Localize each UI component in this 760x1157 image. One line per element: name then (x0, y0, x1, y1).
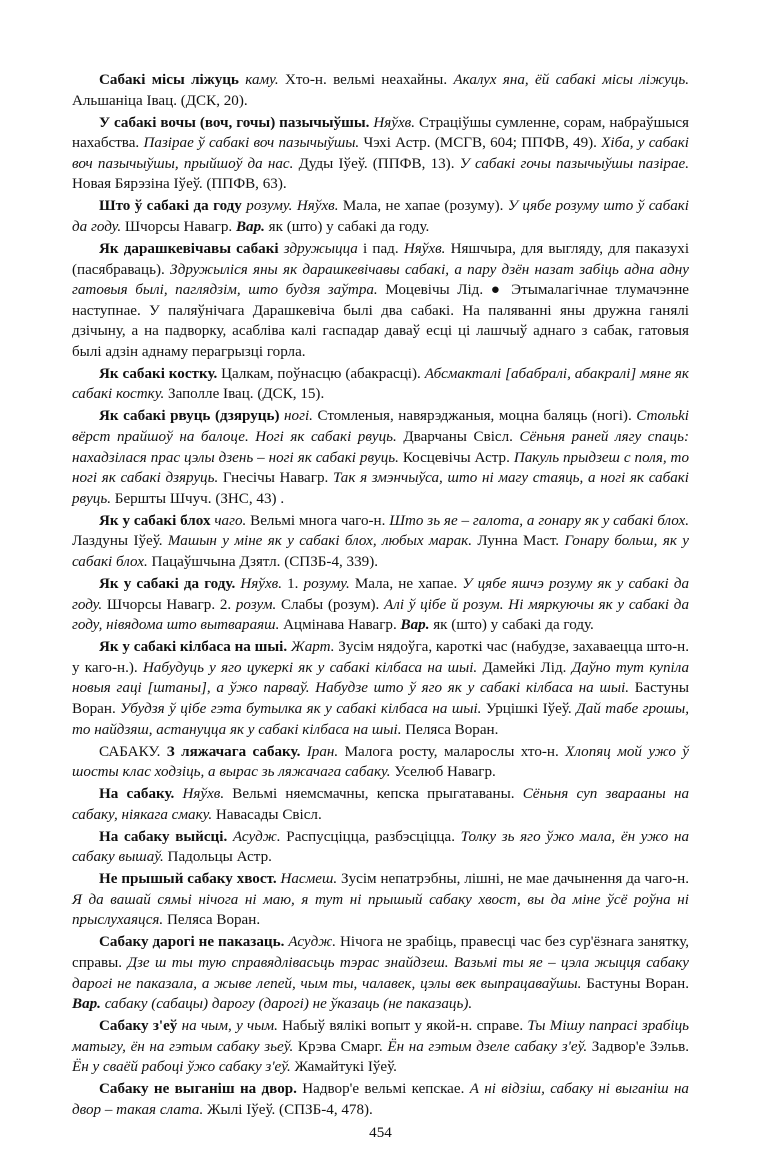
example-text: Гонару больш, як у сабакі блох. (72, 533, 689, 570)
example-text: Дзе ш ты тую справядлівасьць тэрас знайдзеш. Вазьмі ты яе – цэла жыцця сабаку дарогі не паказала, а жыве лепей, чым ты, чалавек, цэлы век выпрацаваўшы. (72, 955, 690, 992)
dictionary-entry (72, 239, 689, 363)
headword: Што ў сабакі да году (99, 198, 247, 215)
definition-text: Новая Бярэзіна Іўеў. (ППФВ, 63). (72, 176, 287, 193)
example-text: сабаку (сабацы) дарогу (дарогі) не ўказаць (не паказаць). (100, 996, 473, 1013)
dictionary-entry (72, 637, 689, 740)
definition-text: Малога росту, маларослы хто-н. (338, 743, 566, 760)
definition-text: Надвор'е вельмі кепскае. (296, 1081, 470, 1098)
definition-text: Слабы (розум). (276, 596, 385, 613)
dictionary-entry (72, 364, 689, 405)
definition-text: Хто-н. вельмі неахайны. (278, 72, 454, 88)
definition-text: і пад. (357, 240, 404, 257)
definition-text: Пеляса Воран. (401, 721, 499, 738)
definition-text: Бастуны Воран. (581, 975, 689, 992)
definition-text: Навасады Свісл. (212, 806, 322, 823)
headword: Як у сабакі кілбаса на шыі. (99, 639, 288, 656)
definition-text: Падольцы Астр. (163, 849, 272, 866)
usage-label: каму. (245, 72, 279, 88)
headword: З ляжачага сабаку. (166, 743, 301, 760)
definition-text: Шчорсы Навагр. 2. (102, 596, 236, 613)
dictionary-entry (72, 742, 689, 783)
example-text: Так я змэнчыўса, што ні магу стаяць, а ногі як сабакі рвуць. (72, 470, 689, 507)
example-text: Абсмакталі [абабралі, абакралі] мяне як сабакі костку. (72, 365, 689, 403)
dictionary-page (72, 70, 689, 1143)
definition-text: Лунна Маст. (472, 533, 565, 550)
variant-label: Вар. (235, 218, 265, 235)
definition-text: Чэхі Астр. (МСГВ, 604; ППФВ, 49). (359, 135, 602, 152)
headword: Сабаку з'еў (99, 1018, 182, 1035)
example-text: Стольki вёрст прайшоў на балоце. Ногі як сабакі рвуць. (72, 408, 689, 446)
definition-text: Шчорсы Навагр. (121, 218, 236, 235)
headword: На сабаку выйсці. (99, 828, 228, 845)
definition-text: Моцевічы Лід. ● Этымалагічнае тлумачэнне наступнае. У паляўнічага Дарашкевіча былі два сабакі. На паляванні яны дружна ганялі дзічыну, а на падворку, асабліва калі гаспадар даваў есці ці лашчыў аднаго з сабак, гатовыя былі адзін аднаму перагрызці горла. (72, 282, 689, 360)
example-text: У цябе яшчэ розуму як у сабакі да году. (72, 575, 689, 613)
usage-label: Насмеш. (276, 871, 338, 888)
dictionary-entry (72, 70, 689, 111)
definition-text: Мала, не хапае. (349, 575, 463, 592)
definition-text: Набыў вялікі вопыт у якой-н. справе. (277, 1018, 528, 1035)
example-text: Сёньня суп зварааны на сабаку, ніякага смаку. (72, 786, 689, 823)
definition-text: Зусім нядоўга, кароткі час (набудзе, захаваецца што-н. у каго-н.). (72, 639, 690, 676)
dictionary-entry (72, 784, 689, 825)
example-text: У сабакі гочы пазычыўшы пазірае. (459, 155, 689, 172)
example-text: Хлопяц мой ужо ў шосты клас ходзіць, а вырас зь ляжачага сабаку. (72, 743, 690, 781)
entries-list (72, 70, 689, 1121)
usage-label: чаго. (214, 512, 247, 529)
dictionary-entry (72, 932, 689, 1014)
dictionary-entry (72, 511, 689, 573)
usage-label: Іран. (300, 743, 339, 760)
definition-text: Альшаніца Івац. (ДСК, 20). (72, 92, 248, 109)
usage-label: на чым, у чым. (181, 1018, 278, 1035)
usage-label: розум. (235, 596, 277, 613)
dictionary-entry (72, 574, 689, 636)
definition-text: 1. (282, 575, 304, 592)
definition-text: Уселюб Навагр. (390, 764, 496, 781)
definition-text: Нічога не зрабіць, правесці час без сур'ёзнага занятку, справы. (72, 934, 690, 972)
usage-label: Няўхв. (403, 240, 446, 257)
example-text: Машын у міне як у сабакі блох, любых марак. (167, 533, 473, 550)
usage-label: розуму. Няўхв. (246, 198, 339, 215)
example-text: Здружыліся яны як дарашкевічавы сабакі, а пару дзён назат забіць адна адну гатовыя былі, паглядзім, што будзя заўтра. (72, 261, 689, 299)
example-text: Ты Мішу папрасі зрабіць матыгу, ён на гэтым сабаку зьеў. (72, 1018, 690, 1055)
dictionary-entry (72, 406, 689, 509)
usage-label: Асудж. (284, 934, 337, 951)
dictionary-entry (72, 196, 689, 237)
headword: Як сабакі рвуць (дзяруць) (99, 408, 285, 425)
definition-text: Страціўшы сумленне, сорам, набраўшыся нахабства. (72, 114, 689, 152)
usage-label: Няўхв. (174, 786, 225, 803)
definition-text: Цалкам, поўнасцю (абакрасці). (217, 365, 425, 382)
definition-text: Косцевічы Астр. (398, 449, 514, 466)
definition-text: Вельмі многа чаго-н. (246, 512, 390, 529)
definition-text: САБАКУ. (99, 743, 167, 760)
definition-text: Крэва Смарг. (293, 1038, 388, 1055)
usage-label: Няўхв. (235, 575, 283, 592)
usage-label: Жарт. (287, 639, 335, 656)
usage-label: здружыцца (283, 240, 358, 257)
definition-text: Жылі Іўеў. (СПЗБ-4, 478). (203, 1101, 373, 1118)
example-text: Хіба, у сабакі воч пазычыўшы, прыйшоў да нас. (72, 135, 689, 172)
dictionary-entry (72, 869, 689, 931)
definition-text: Жамайтукі Іўеў. (290, 1059, 397, 1076)
example-text: У цябе розуму што ў сабакі да году. (72, 198, 689, 235)
definition-text: Лаздуны Іўеў. (72, 533, 168, 550)
definition-text: Зусім непатрэбны, лішні, не мае дачынення да чаго-н. (337, 871, 690, 888)
page-number: 454 (369, 1124, 392, 1141)
headword: Не прышый сабаку хвост. (99, 871, 277, 888)
definition-text: Мала, не хапае (розуму). (338, 198, 508, 215)
example-text: Убудзя ў цібе гэта бутылка як у сабакі кілбаса на шыі. (120, 700, 482, 717)
example-text: Толку зь яго ўжо мала, ён ужо на сабаку вышаў. (72, 828, 689, 866)
definition-text: Гнесічы Навагр. (218, 470, 333, 487)
usage-label: Няўхв. (369, 114, 416, 131)
example-text: Даўно тут купіла новыя гаці [штаны], а ўжо парваў. Набудзе што ў яго як у сабакі кілбаса на шыі. (72, 659, 690, 697)
headword: Як сабакі костку. (99, 365, 218, 382)
example-text: Пазірае ў сабакі воч пазычыўшы. (143, 135, 360, 152)
definition-text: Урцішкі Іўеў. (481, 700, 577, 717)
definition-text: Вельмі няемсмачны, кепска прыгатаваны. (224, 786, 523, 803)
headword: Сабаку дарогі не паказаць. (99, 934, 285, 951)
example-text: Набудуць у яго цукеркі як у сабакі кілбаса на шыі. (142, 659, 478, 676)
definition-text: Дуды Іўеў. (ППФВ, 13). (293, 155, 460, 172)
usage-label: Асудж. (227, 828, 281, 845)
definition-text: Ацмінава Навагр. (279, 617, 401, 634)
headword: Сабакі місы ліжуць (99, 72, 246, 88)
variant-label: Вар. (72, 996, 101, 1013)
example-text: Дай табе грошы, то найдзяш, астануцца як у сабакі кілбаса на шыі. (72, 700, 689, 738)
headword: У сабакі вочы (воч, гочы) пазычыўшы. (99, 114, 370, 131)
headword: Як у сабакі да году. (99, 575, 236, 592)
definition-text: Пеляса Воран. (163, 912, 261, 929)
definition-text: Бершты Шчуч. (ЗНС, 43) . (111, 490, 285, 507)
definition-text: Бастуны Воран. (72, 680, 689, 717)
usage-label: розуму. (303, 575, 350, 592)
headword: Сабаку не выганіш на двор. (99, 1081, 297, 1098)
headword: Як у сабакі блох (99, 512, 215, 529)
definition-text: Пацаўшчына Дзятл. (СПЗБ-4, 339). (147, 554, 378, 570)
variant-label: Вар. (400, 617, 430, 634)
example-text: Акалух яна, ёй сабакі місы ліжуць. (453, 72, 689, 88)
example-text: Ён у сваёй рабоці ўжо сабаку з'еў. (72, 1059, 291, 1076)
example-text: Сёньня раней лягу спаць: нахадзілася прас цэлы дзень – ногі як сабакі рвуць. (72, 429, 689, 466)
dictionary-entry (72, 113, 689, 195)
definition-text: як (што) у сабакі да году. (264, 218, 430, 235)
definition-text: Распусціцца, разбэсціцца. (280, 828, 461, 845)
definition-text: Заполле Івац. (ДСК, 15). (164, 386, 325, 403)
example-text: Я да вашай сямьі нічога ні маю, я тут ні прышый сабаку хвост, вы да міне ўсё роўна ні прыслухаяцся. (72, 891, 689, 929)
definition-text: Няшчыра, для выгляду, для паказухі (пасябраваць). (72, 240, 690, 278)
definition-text: Дварчаны Свісл. (396, 429, 520, 446)
example-text: Алі ў цібе й розум. Ні мяркуючы як у сабакі да году, нівядома што вытвараяш. (72, 596, 689, 634)
example-text: Пакуль прыдзеш с поля, то ногі як сабакі дзяруць. (72, 449, 689, 487)
definition-text: Задвор'е Зэльв. (587, 1038, 689, 1055)
headword: На сабаку. (99, 786, 175, 803)
definition-text: як (што) у сабакі да году. (429, 617, 594, 634)
dictionary-entry (72, 1016, 689, 1078)
headword: Як дарашкевічавы сабакі (99, 240, 284, 257)
example-text: Ён на гэтым дзеле сабаку з'еў. (387, 1038, 588, 1055)
dictionary-entry (72, 1079, 689, 1120)
example-text: А ні відзіш, сабаку ні выганіш на двор – такая слата. (72, 1081, 689, 1118)
usage-label: ногі. (284, 408, 313, 425)
dictionary-entry (72, 827, 689, 868)
definition-text: Стомленыя, навярэджаныя, моцна баляць (ногі). (312, 408, 637, 425)
definition-text: Дамейкі Лід. (477, 659, 572, 676)
example-text: Што зь яе – галота, а гонару як у сабакі блох. (389, 512, 689, 529)
